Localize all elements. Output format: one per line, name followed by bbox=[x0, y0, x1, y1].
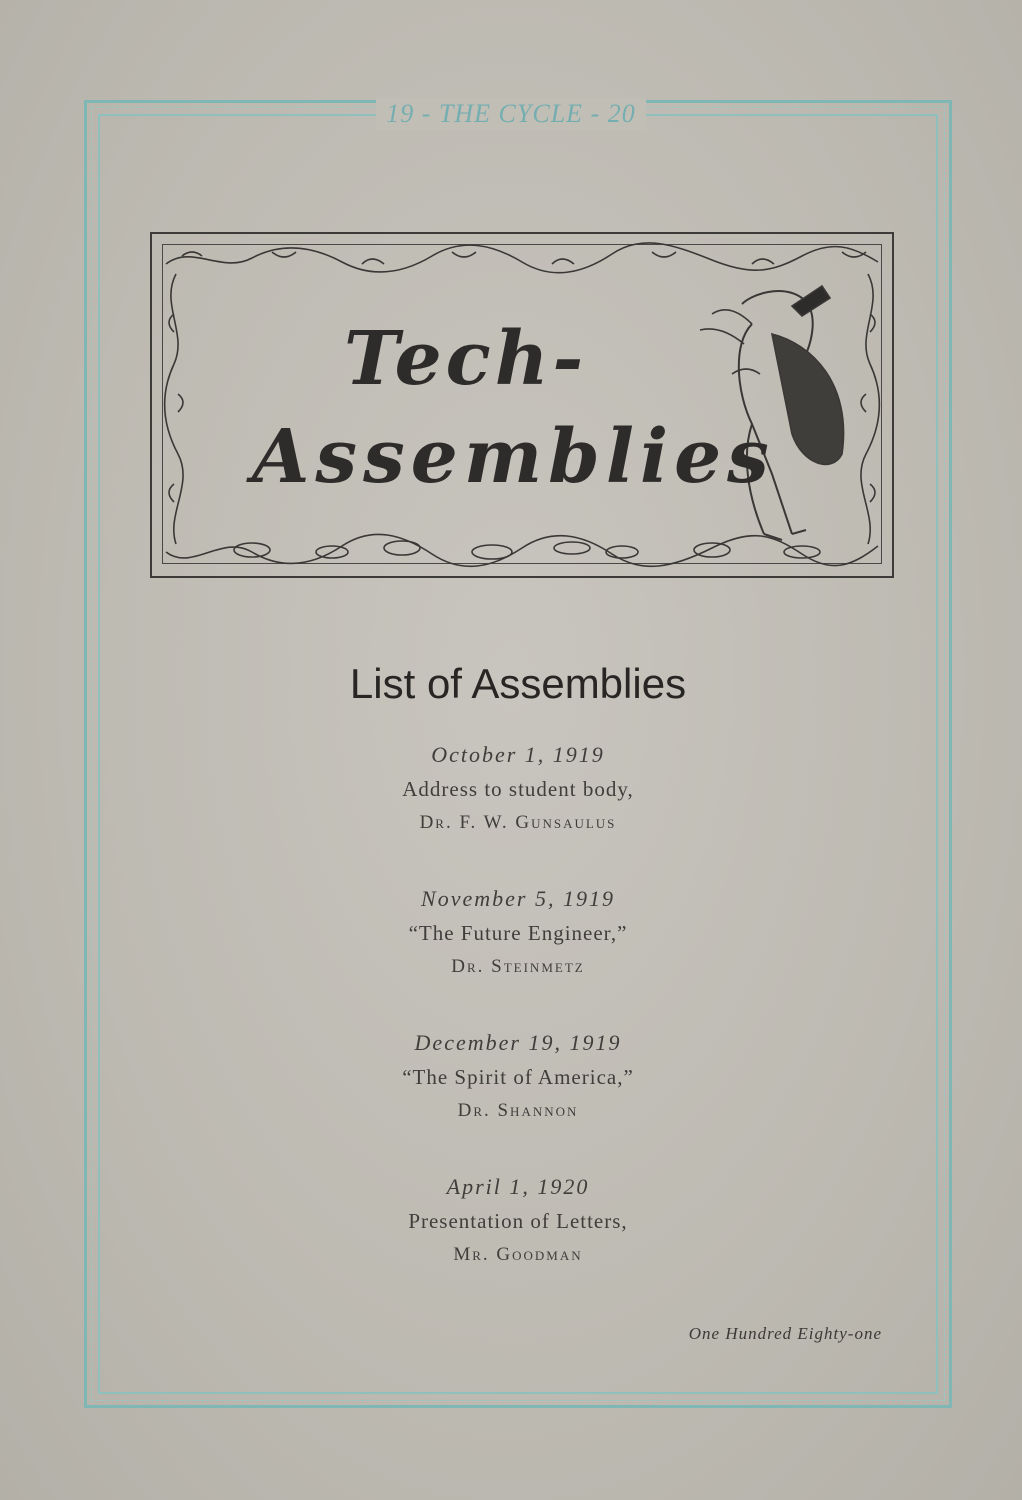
page-number: One Hundred Eighty-one bbox=[688, 1324, 882, 1343]
list-item bbox=[98, 882, 938, 984]
banner-decoration bbox=[152, 234, 892, 576]
running-header-text: 19 - THE CYCLE - 20 bbox=[376, 98, 645, 130]
assembly-speaker: Mr. Goodman bbox=[453, 1244, 583, 1265]
running-header bbox=[0, 98, 1022, 132]
assembly-topic: Address to student body, bbox=[402, 777, 634, 801]
banner-title-line-1: Tech- bbox=[344, 316, 588, 402]
assembly-speaker: Dr. F. W. Gunsaulus bbox=[419, 812, 617, 833]
assembly-speaker: Dr. Shannon bbox=[457, 1100, 579, 1121]
assembly-topic: “The Spirit of America,” bbox=[402, 1065, 634, 1089]
title-banner-illustration bbox=[150, 232, 894, 578]
list-item bbox=[98, 1026, 938, 1128]
assembly-date: December 19, 1919 bbox=[414, 1030, 622, 1055]
assembly-date: November 5, 1919 bbox=[421, 886, 615, 911]
assemblies-content bbox=[98, 640, 938, 1314]
banner-title-line-2: Assemblies bbox=[252, 414, 775, 500]
assembly-date: April 1, 1920 bbox=[446, 1174, 590, 1199]
assembly-date: October 1, 1919 bbox=[431, 742, 605, 767]
list-item bbox=[98, 1170, 938, 1272]
assembly-topic: “The Future Engineer,” bbox=[408, 921, 628, 945]
assembly-speaker: Dr. Steinmetz bbox=[451, 956, 585, 977]
list-item bbox=[98, 738, 938, 840]
assembly-topic: Presentation of Letters, bbox=[408, 1209, 628, 1233]
page-title: List of Assemblies bbox=[349, 660, 687, 707]
